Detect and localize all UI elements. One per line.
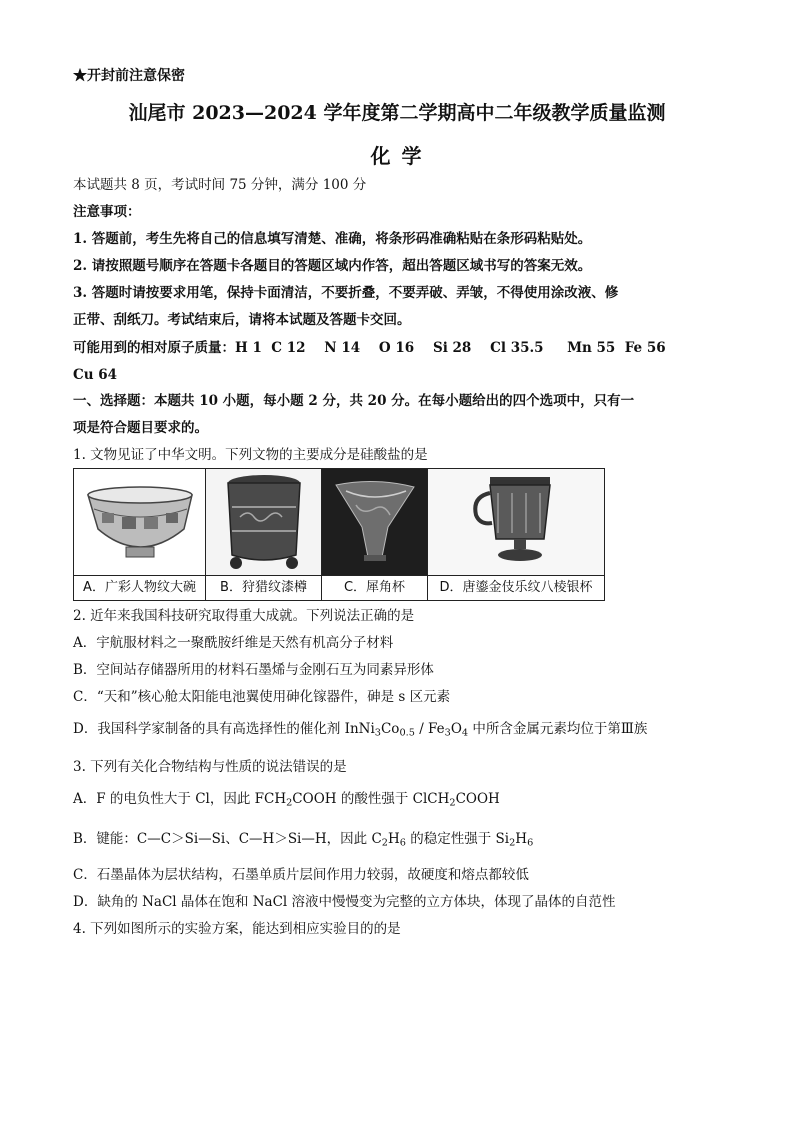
rhino-horn-cup-icon — [322, 469, 427, 575]
q3-option-d: D．缺角的 NaCl 晶体在饱和 NaCl 溶液中慢慢变为完整的立方体块，体现了晶体的自范性 — [73, 894, 616, 910]
q3-option-c: C．石墨晶体为层状结构，石墨单质片层间作用力较弱，故硬度和熔点都较低 — [73, 867, 529, 883]
section-1-heading: 一、选择题：本题共 10 小题，每小题 2 分，共 20 分。在每小题给出的四个选项中，只有一 — [73, 393, 635, 409]
note-1: 1. 答题前，考生先将自己的信息填写清楚、准确，将条形码准确粘贴在条形码粘贴处。 — [73, 231, 592, 247]
artifact-image-d — [428, 469, 605, 576]
note-3-line-2: 正带、刮纸刀。考试结束后，请将本试题及答题卡交回。 — [73, 312, 411, 328]
q4-stem: 4. 下列如图所示的实验方案，能达到相应实验目的的是 — [73, 921, 401, 937]
atomic-masses-cont: Cu 64 — [73, 367, 118, 383]
artifact-image-c — [322, 469, 428, 576]
note-3-line-1: 3. 答题时请按要求用笔，保持卡面清洁，不要折叠，不要弄破、弄皱，不得使用涂改液、修 — [73, 285, 619, 301]
q3-stem: 3. 下列有关化合物结构与性质的说法错误的是 — [73, 759, 347, 775]
q1-option-d: D．唐鎏金伎乐纹八棱银杯 — [428, 576, 605, 601]
q3-option-a: A．F 的电负性大于 Cl，因此 $FCH_2COOH$ 的酸性强于 ClCH$_2$COOH — [73, 791, 500, 809]
q2-option-a: A．宇航服材料之一聚酰胺纤维是天然有机高分子材料 — [73, 635, 394, 651]
silver-cup-icon — [428, 469, 604, 575]
artifact-image-a — [74, 469, 206, 576]
lacquer-zun-icon — [206, 469, 321, 575]
q1-artifact-table — [73, 468, 605, 601]
exam-title: 汕尾市 2023—2024 学年度第二学期高中二年级教学质量监测 — [128, 102, 666, 124]
q2-option-d: D．我国科学家制备的具有高选择性的催化剂 $InNi_3Co_{0.5} / Fe_3O_4$ 中所含金属元素均位于第Ⅲ族 — [73, 721, 648, 739]
q2-option-c: C．“天和”核心舱太阳能电池翼使用砷化镓器件，砷是 s 区元素 — [73, 689, 451, 705]
atomic-masses: 可能用到的相对原子质量：H 1 C 12 N 14 O 16 Si 28 Cl 35.5 Mn 55 Fe 56 — [73, 340, 666, 356]
note-2: 2. 请按照题号顺序在答题卡各题目的答题区域内作答，超出答题区域书写的答案无效。 — [73, 258, 592, 274]
section-1-heading-cont: 项是符合题目要求的。 — [73, 420, 208, 436]
q3-option-b: B．键能：C—C＞Si—Si、C—H＞Si—H，因此 $C_2H_6$ 的稳定性强于 $Si_2H_6$ — [73, 831, 534, 849]
artifact-image-b — [206, 469, 322, 576]
porcelain-bowl-icon — [74, 469, 205, 575]
q2-option-b: B．空间站存储器所用的材料石墨烯与金刚石互为同素异形体 — [73, 662, 434, 678]
q1-option-a: A．广彩人物纹大碗 — [74, 576, 206, 601]
notes-heading: 注意事项： — [73, 204, 141, 220]
q1-option-b: B．狩猎纹漆樽 — [206, 576, 322, 601]
q1-option-c: C．犀角杯 — [322, 576, 428, 601]
q2-stem: 2. 近年来我国科技研究取得重大成就。下列说法正确的是 — [73, 608, 415, 624]
q1-stem: 1. 文物见证了中华文明。下列文物的主要成分是硅酸盐的是 — [73, 447, 428, 463]
confidential-notice: ★开封前注意保密 — [73, 68, 185, 84]
subject-title: 化 学 — [370, 144, 424, 168]
exam-info: 本试题共 8 页，考试时间 75 分钟，满分 100 分 — [73, 177, 367, 193]
